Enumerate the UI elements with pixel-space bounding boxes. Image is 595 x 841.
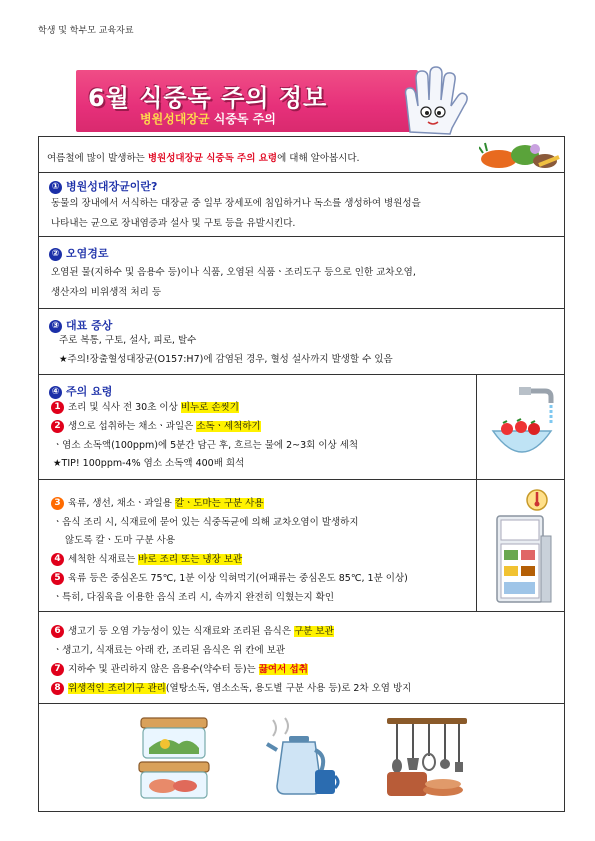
tip-highlight: 소독ㆍ세척하기 [196,421,261,432]
section-number-badge: ④ [49,386,62,399]
intro-pre: 여름철에 많이 발생하는 [47,153,148,164]
tip-2-chlorine-note: ★TIP! 100ppm-4% 염소 소독액 400배 희석 [53,458,245,469]
intro-text [47,150,360,164]
section-contamination [39,237,564,309]
tip-number-badge: 5 [51,572,64,585]
kitchen-utensils-icon [383,712,471,800]
food-containers-icon [135,714,213,802]
refrigerator-icon [491,488,553,606]
symptoms-warning: ★주의!장출혈성대장균(O157:H7)에 감염된 경우, 혈성 설사까지 발생할 수 있음 [59,354,393,365]
tip-6-detail: ㆍ생고기, 식재료는 아래 칸, 조리된 음식은 위 칸에 보관 [53,645,286,656]
definition-line-2: 나타내는 균으로 장내염증과 설사 및 구토 등을 유발시킨다. [51,218,296,229]
washing-vegetables-icon [487,385,557,473]
tip-item-2 [51,417,261,437]
tip-highlight: 끓여서 섭취 [258,664,308,675]
section-prevention-hygiene [39,612,564,704]
tip-item-6 [51,622,334,642]
tip-item-7 [51,660,308,680]
tip-3-detail-a: ㆍ음식 조리 시, 식재료에 묻어 있는 식중독균에 의해 교차오염이 발생하지 [53,517,359,528]
tip-text: 조리 및 식사 전 30초 이상 [68,402,181,413]
tip-text: 육류, 생선, 채소ㆍ과일용 [68,498,175,509]
tip-number-badge: 7 [51,663,64,676]
tip-number-badge: 1 [51,401,64,414]
tip-2-detail: ㆍ염소 소독액(100ppm)에 5분간 담근 후, 흐르는 물에 2~3회 이상 세척 [53,440,359,451]
section-prevention-storage [39,480,564,612]
tip-highlight: 구분 보관 [294,626,334,637]
tip-text: 생고기 등 오염 가능성이 있는 식재료와 조리된 음식은 [68,626,295,637]
tip-3-detail-b: 않도록 칼ㆍ도마 구분 사용 [65,535,176,546]
glove-mascot-icon [396,66,470,136]
section-title-text: 대표 증상 [66,319,113,332]
section-definition-title [49,178,157,194]
column-divider [476,375,477,479]
boiling-kettle-icon [263,716,343,798]
section-title-text: 오염경로 [66,247,109,260]
tip-item-3 [51,494,264,514]
tip-text: 지하수 및 관리하지 않은 음용수(약수터 등)는 [68,664,259,675]
contamination-line-2: 생산자의 비위생적 처리 등 [51,287,162,298]
title-banner [76,70,418,132]
tip-highlight: 칼ㆍ도마는 구분 사용 [174,498,264,509]
section-symptoms [39,309,564,375]
definition-line-1: 동물의 장내에서 서식하는 대장균 중 일부 장세포에 침입하거나 독소를 생성하여 병원성을 [51,198,421,209]
contamination-line-1: 오염된 물(지하수 및 음용수 등)이나 식품, 오염된 식품ㆍ조리도구 등으로 인한 교차오염, [51,267,416,278]
tip-number-badge: 3 [51,497,64,510]
tip-number-badge: 8 [51,682,64,695]
vegetables-icon [479,139,561,171]
intro-highlight: 병원성대장균 식중독 주의 요령 [147,153,278,164]
tip-text: 육류 등은 중심온도 75℃, 1분 이상 익혀먹기(어패류는 중심온도 85℃, 1분 이상) [68,573,408,584]
tip-number-badge: 6 [51,625,64,638]
column-divider [476,480,477,611]
tip-item-8 [51,679,411,699]
content-table [38,136,565,812]
tip-number-badge: 4 [51,553,64,566]
intro-row [39,137,564,173]
banner-subtitle [140,110,276,127]
section-prevention-title [49,383,112,399]
tip-item-1 [51,398,239,418]
section-definition [39,173,564,237]
banner-subtitle-highlight: 병원성대장균 [140,112,210,126]
tip-item-5 [51,569,408,589]
tip-highlight: 바로 조리 또는 냉장 보관 [138,554,243,565]
banner-title: 6월 식중독 주의 정보 [88,84,328,112]
tip-text: 생으로 섭취하는 채소ㆍ과일은 [68,421,197,432]
document-category-label: 학생 및 학부모 교육자료 [38,26,134,36]
tip-highlight: 위생적인 조리기구 관리 [68,683,166,694]
tip-5-detail: ㆍ특히, 다짐육을 이용한 음식 조리 시, 속까지 완전히 익혔는지 확인 [53,592,334,603]
section-title-text: 병원성대장균이란? [66,180,158,193]
symptoms-line-1: 주로 복통, 구토, 설사, 피로, 탈수 [59,335,197,346]
section-number-badge: ② [49,248,62,261]
section-contamination-title [49,245,109,261]
tip-highlight: 비누로 손씻기 [180,402,239,413]
tip-text: (열탕소독, 염소소독, 용도별 구분 사용 등)로 2차 오염 방지 [165,683,412,694]
intro-post: 에 대해 알아봅시다. [277,153,360,164]
section-title-text: 주의 요령 [66,385,113,398]
section-number-badge: ③ [49,320,62,333]
banner-subtitle-rest: 식중독 주의 [209,112,276,126]
tip-item-4 [51,550,242,570]
section-prevention-handwash [39,375,564,480]
section-number-badge: ① [49,181,62,194]
illustration-row [39,704,564,811]
tip-text: 세척한 식재료는 [68,554,139,565]
tip-number-badge: 2 [51,420,64,433]
